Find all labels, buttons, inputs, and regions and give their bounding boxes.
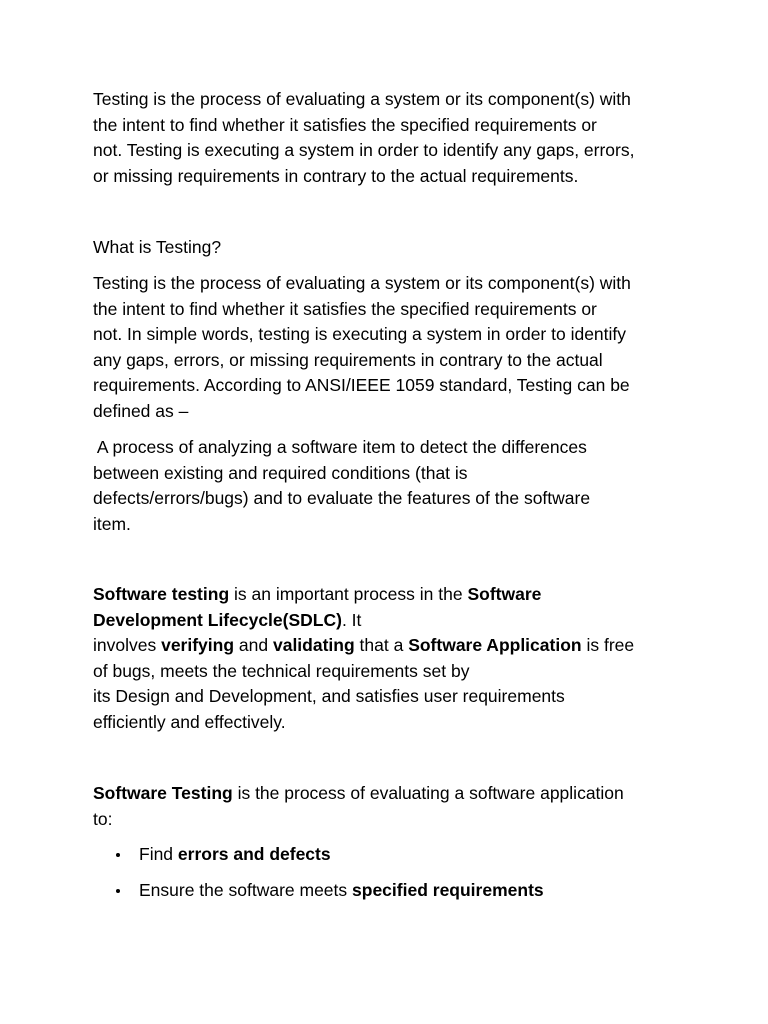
sdlc-text: . It [341,609,362,630]
definition-line: the intent to find whether it satisfies the specified requirements or [93,298,597,319]
intro-line: Testing is the process of evaluating a system or its component(s) with [93,89,631,109]
list-item-text [139,878,544,904]
purpose-line [93,781,683,807]
purpose-line: to: [93,808,113,829]
term-sdlc: Development Lifecycle(SDLC) [93,609,342,630]
ieee-definition-paragraph [93,435,683,537]
term-verifying: verifying [161,635,235,656]
sdlc-line: its Design and Development, and satisfies user requirements [93,686,565,707]
purpose-text: is the process of evaluating a software application [232,783,624,803]
term-validating: validating [272,635,355,656]
term-software-testing-2: Software Testing [93,783,233,803]
list-item-bold: errors and defects [177,844,331,864]
term-software-application: Software Application [408,635,582,656]
sdlc-text: is free [581,635,635,656]
bullet-icon [116,889,120,893]
purpose-paragraph [93,781,683,832]
definition-line: not. In simple words, testing is executing a system in order to identify [93,324,627,345]
quote-line: between existing and required conditions (that is [93,462,468,483]
bullet-icon [116,853,120,857]
quote-line: A process of analyzing a software item to detect the differences [93,437,587,457]
quote-line: item. [93,513,131,534]
section-heading [93,235,683,261]
intro-line: the intent to find whether it satisfies the specified requirements or [93,114,597,135]
definition-line: any gaps, errors, or missing requirements in contrary to the actual [93,349,603,370]
intro-paragraph [93,87,683,189]
list-item-prefix: Ensure the software meets [139,880,353,900]
definition-line: requirements. According to ANSI/IEEE 1059 standard, Testing can be [93,375,630,396]
heading-text: What is Testing? [93,237,222,257]
sdlc-text: and [234,635,273,656]
list-item-text [139,842,331,868]
sdlc-line: efficiently and effectively. [93,711,286,732]
sdlc-text: is an important process in the [229,584,468,604]
definition-line: Testing is the process of evaluating a system or its component(s) with [93,273,631,293]
term-software: Software [467,584,542,604]
sdlc-text: that a [354,635,409,656]
term-software-testing: Software testing [93,584,230,604]
sdlc-line [93,633,683,659]
sdlc-line: of bugs, meets the technical requirements set by [93,660,470,681]
list-item-prefix: Find [139,844,178,864]
sdlc-line [93,608,683,634]
intro-line: or missing requirements in contrary to the actual requirements. [93,165,579,186]
sdlc-text: involves [93,635,162,656]
sdlc-paragraph [93,582,683,736]
sdlc-line [93,582,683,608]
definition-line: defined as – [93,400,189,421]
definition-paragraph [93,271,683,425]
intro-line: not. Testing is executing a system in order to identify any gaps, errors, [93,140,635,161]
quote-line: defects/errors/bugs) and to evaluate the features of the software [93,488,591,509]
list-item-bold: specified requirements [352,880,544,900]
